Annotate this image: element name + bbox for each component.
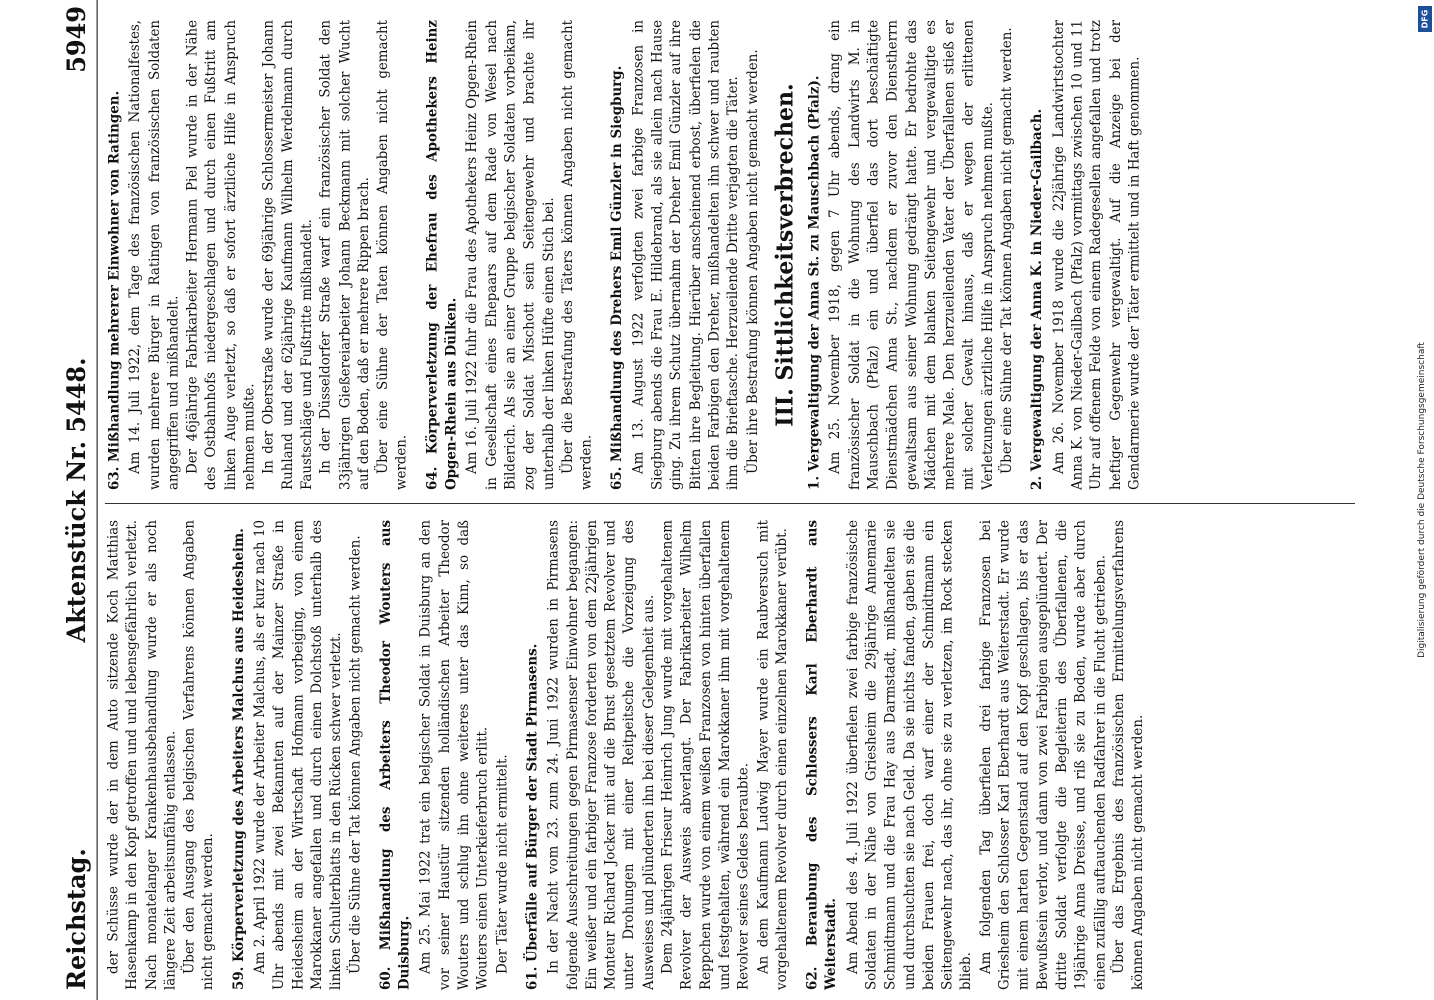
entry-paragraph: Über ihre Bestrafung können Angaben nicht gemacht werden. [745,49,761,474]
entry-paragraph: Am 16. Juli 1922 fuhr die Frau des Apothekers Heinz Opgen-Rhein in Gesellschaft eines Ehepaars auf dem Rade von Wesel nach Bilderich. Als sie an einer Gruppe belgischer Soldaten vorbeikam, zog der Soldat Mischott sein Seitengewehr und brachte ihr unterhalb der linken Hüfte einen Stich bei. [465,20,557,490]
document-entry [423,20,597,490]
document-entry [105,20,413,490]
entry-paragraph: An dem Kaufmann Ludwig Mayer wurde ein Raubversuch mit vorgehaltenem Revolver durch einen einzelnen Marokkaner verübt. [755,520,791,990]
entry-paragraph: In der Düsseldorfer Straße warf ein französischer Soldat den 33jährigen Gießereiarbeiter Johann Beckmann mit solcher Wucht auf den Boden, daß er mehrere Rippen brach. [318,20,373,490]
entry-paragraph: Am 2. April 1922 wurde der Arbeiter Malchus, als er kurz nach 10 Uhr abends mit zwei Bekannten auf der Mainzer Straße in Heidesheim an der Wirtschaft Hofmann vorbeiging, von einem Marokkaner angefallen und durch einen Dolchstoß unterhalb des linken Schulterblatts in den Rücken schwer verletzt. [252,520,345,990]
entry-paragraph: Über das Ergebnis des französischen Ermittelungsverfahrens können Angaben nicht gemacht werden. [1111,520,1147,990]
document-entry [805,20,1017,490]
digitization-credit: Digitalisierung gefördert durch die Deutsche Forschungsgemeinschaft [1417,342,1427,658]
document-entry [803,520,1149,990]
entry-paragraph: In der Nacht vom 23. zum 24. Juni 1922 wurden in Pirmasens folgende Ausschreitungen gegen Pirmasenser Einwohner begangen: Ein weißer und ein farbiger Franzose forderten von dem 22jährigen Monteur Richard Jocker mit auf die Brust gesetztem Revolver und unter Drohungen mit einer Reitpeitsche die Vorzeigung des Ausweises und plünderten ihn bei dieser Gelegenheit aus. [546,520,657,990]
document-entry [105,520,219,990]
entry-paragraph: Am 14. Juli 1922, dem Tage des französischen Nationalfestes, wurden mehrere Bürger in Ratingen von französischen Soldaten angegriffen und mißhandelt. [128,20,182,490]
entry-heading: 1. Vergewaltigung der Anna St. zu Mauschbach (Pfalz). [805,75,823,490]
entry-paragraph: Über eine Sühne der Taten können Angaben nicht gemacht werden. [375,20,411,490]
page-header [55,0,98,1000]
document-entry [1028,20,1145,490]
entry-heading: 62. Beraubung des Schlossers Karl Eberhardt aus Weiterstadt. [803,520,840,990]
entry-paragraph: Über eine Sühne der Tat können Angaben nicht gemacht werden. [999,27,1015,474]
document-entry [229,520,365,990]
dfg-logo: DFG [1418,6,1432,32]
entry-paragraph: Am 25. November 1918, gegen 7 Uhr abends, drang ein französischer Soldat in die Wohnung des Landwirts M. in Mauschbach (Pfalz) ein und überfiel das dort beschäftigte Dienstmädchen Anna St., nachdem er zuvor den Dienstherrn gewaltsam aus seiner Wohnung gedrängt hatte. Er bedrohte das Mädchen mit dem blanken Seitengewehr und vergewaltigte es mehrere Male. Den herzueilenden Vater der Überfallenen stieß er mit solcher Gewalt hinaus, daß er wegen der erlittenen Verletzungen ärztliche Hilfe in Anspruch nehmen mußte. [828,20,996,490]
entry-paragraph: der Schüsse wurde der in dem Auto sitzende Koch Matthias Hasenkamp in den Kopf getroffen und und lebensgefährlich verletzt. Nach monatelanger Krankenhausbehandlung wurde er als noch längere Zeit arbeitsunfähig entlassen. [105,520,179,990]
entry-paragraph: Über die Sühne der Tat können Angaben nicht gemacht werden. [347,535,364,974]
entry-paragraph: Über den Ausgang des belgischen Verfahrens können Angaben nicht gemacht werden. [182,520,217,990]
entry-paragraph: Über die Bestrafung des Täters können Angaben nicht gemacht werden. [560,20,595,490]
entry-heading: 64. Körperverletzung der Ehefrau des Apothekers Heinz Opgen-Rhein aus Dülken. [423,20,460,490]
document-entry [608,20,763,490]
column-divider [105,503,1355,504]
entry-heading: 65. Mißhandlung des Drehers Emil Günzler in Siegburg. [608,65,626,490]
header-left: Reichstag. [61,848,92,990]
entry-paragraph: Der 46jährige Fabrikarbeiter Hermann Piel wurde in der Nähe des Ostbahnhofs niedergeschlagen und durch einen Fußtritt am linken Auge verletzt, so daß er sofort ärztliche Hilfe in Anspruch nehmen mußte. [185,20,258,490]
entry-heading: 60. Mißhandlung des Arbeiters Theodor Wouters aus Duisburg. [377,520,413,990]
page-number: 5949 [61,6,92,73]
entry-heading: 63. Mißhandlung mehrerer Einwohner von Ratingen. [105,90,123,490]
entry-paragraph: Am 26. November 1918 wurde die 22jährige Landwirtstochter Anna K. von Nieder-Gailbach (Pfalz) vormittags zwischen 10 und 11 Uhr auf offenem Felde von einem Radegesellen angefallen und trotz heftiger Gegenwehr vergewaltigt. Auf die Anzeige bei der Gendarmerie wurde der Täter ermittelt und in Haft genommen. [1050,20,1143,490]
entry-paragraph: Der Täter wurde nicht ermittelt. [494,754,511,974]
entry-paragraph: Am 13. August 1922 verfolgten zwei farbige Franzosen in Siegburg abends die Frau E. Hildebrand, als sie allein nach Hause ging. Zu ihrem Schutz übernahm der Dreher Emil Günzler auf ihre Bitten ihre Begleitung. Hierüber anscheinend erbost, überfielen die beiden Farbigen den Dreher, mißhandelten ihn schwer und raubten ihm die Brieftasche. Herzueilende Dritte verjagten die Täter. [630,20,742,490]
entry-paragraph: In der Oberstraße wurde der 69jährige Schlossermeister Johann Ruhland und der 62jährige Kaufmann Wilhelm Werdelmann durch Faustschläge und Fußtritte mißhandelt. [261,20,315,490]
right-column [105,20,1376,490]
section-heading: III. Sittlichkeitsverbrechen. [771,83,799,427]
entry-heading: 59. Körperverletzung des Arbeiters Malchus aus Heidesheim. [230,528,248,990]
document-entry [523,520,793,990]
entry-paragraph: Am 25. Mai 1922 trat ein belgischer Soldat in Duisburg an den vor seiner Haustür sitzenden holländischen Arbeiter Theodor Wouters und schlug ihn ohne weiteres unter das Kinn, so daß Wouters einen Unterkieferbruch erlitt. [418,520,492,990]
entry-paragraph: Am Abend des 4. Juli 1922 überfielen zwei farbige französische Soldaten in der Nähe von Griesheim die 29jährige Annemarie Schmidtmann und die Frau Hay aus Darmstadt, mißhandelten sie und durchsuchten sie nach Geld. Da sie nichts fanden, gaben sie die beiden Frauen frei, doch warf einer der Schmidtmann ein Seitengewehr nach, das ihr, ohne sie zu verletzen, im Rock stecken blieb. [845,520,975,990]
entry-paragraph: Dem 24jährigen Friseur Heinrich Jung wurde mit vorgehaltenem Revolver der Ausweis abverlangt. Der Fabrikarbeiter Wilhelm Reppchen wurde von einem weißen Franzosen von hinten überfallen und festgehalten, während ein Marokkaner ihm mit vorgehaltenem Revolver seines Geldes beraubte. [660,520,753,990]
document-entry [376,520,512,990]
entry-paragraph: Am folgenden Tag überfielen drei farbige Franzosen bei Griesheim den Schlosser Karl Eberhardt aus Weiterstadt. Er wurde mit einem harten Gegenstand auf den Kopf geschlagen, bis er das Bewußtsein verlor, und dann von zwei Farbigen ausgeplündert. Der dritte Soldat verfolgte die Begleiterin des Überfallenen, die 19jährige Anna Dreisse, und riß sie zu Boden, wurde aber durch einen zufällig auftauchenden Radfahrer in die Flucht getrieben. [978,520,1109,990]
header-title: Aktenstück Nr. 5448. [61,357,92,643]
entry-heading: 2. Vergewaltigung der Anna K. in Nieder-Gailbach. [1028,108,1046,490]
document-page [55,0,1397,1000]
entry-heading: 61. Überfälle auf Bürger der Stadt Pirmasens. [523,643,541,990]
left-column [105,520,1376,990]
